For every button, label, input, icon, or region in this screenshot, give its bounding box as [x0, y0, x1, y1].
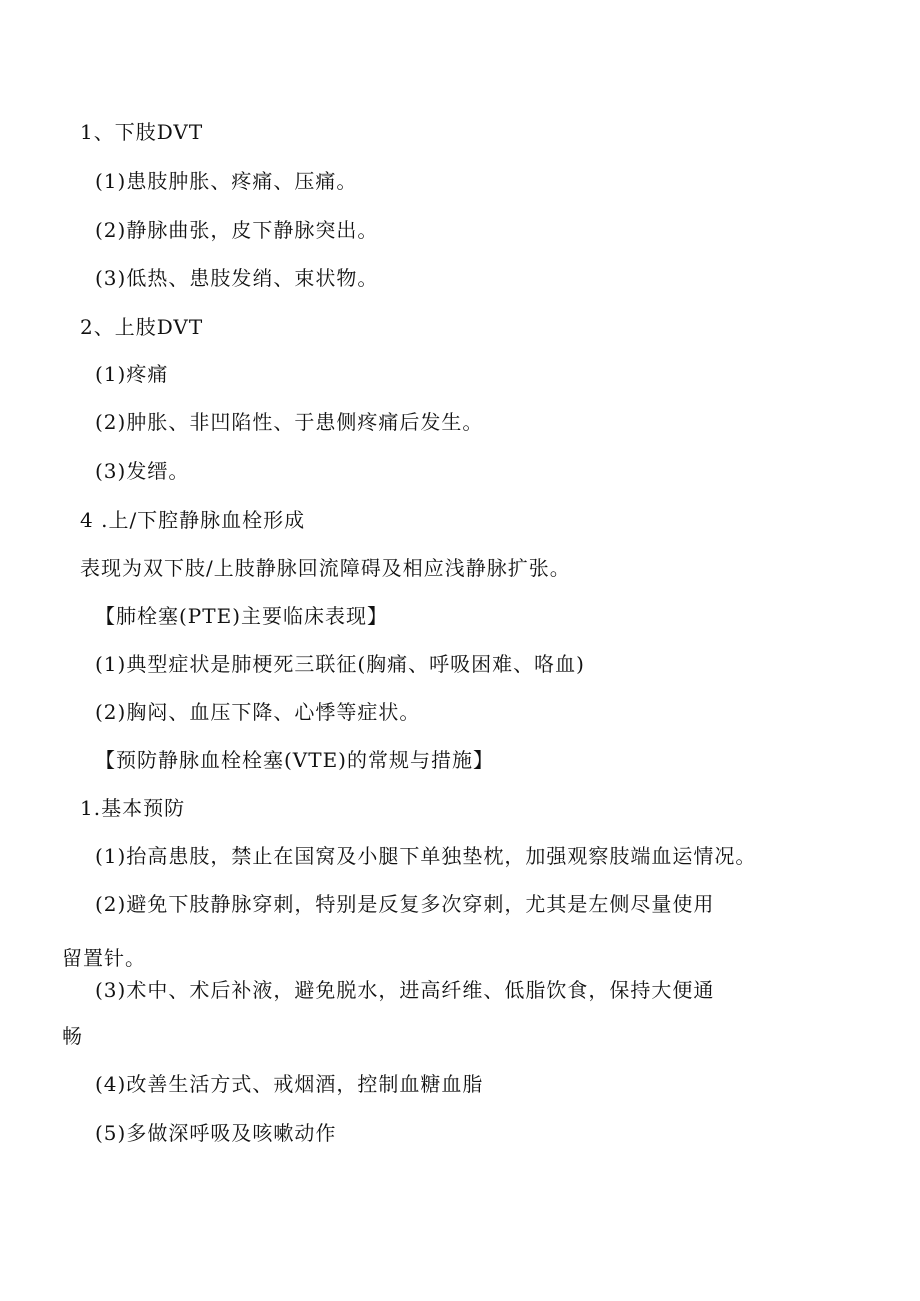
text-line: (2)避免下肢静脉穿刺，特别是反复多次穿刺，尤其是左侧尽量使用: [95, 892, 715, 916]
text-line: (1)典型症状是肺梗死三联征(胸痛、呼吸困难、咯血): [95, 652, 585, 676]
text-line: (2)胸闷、血压下降、心悸等症状。: [95, 700, 421, 724]
heading-vte-prevention: 【预防静脉血栓栓塞(VTE)的常规与措施】: [95, 748, 494, 772]
text-line: 畅: [62, 1024, 83, 1048]
text-line: (2)静脉曲张，皮下静脉突出。: [95, 218, 379, 242]
text-line: (1)疼痛: [95, 362, 169, 386]
heading-basic-prevention: 1.基本预防: [80, 796, 186, 820]
text-line: (3)低热、患肢发绡、束状物。: [95, 266, 379, 290]
text-line: (3)术中、术后补液，避免脱水，进高纤维、低脂饮食，保持大便通: [95, 978, 715, 1002]
text-line: (3)发缙。: [95, 459, 190, 483]
heading-lower-limb-dvt: 1、下肢DVT: [80, 120, 204, 144]
text-line: (1)抬高患肢，禁止在国窝及小腿下单独垫枕，加强观察肢端血运情况。: [95, 844, 757, 868]
text-line: (1)患肢肿胀、疼痛、压痛。: [95, 169, 358, 193]
text-line: (5)多做深呼吸及咳嗽动作: [95, 1121, 337, 1145]
text-line: 留置针。: [62, 946, 146, 970]
text-line: 表现为双下肢/上肢静脉回流障碍及相应浅静脉扩张。: [80, 556, 571, 580]
heading-pte: 【肺栓塞(PTE)主要临床表现】: [95, 604, 389, 628]
heading-upper-limb-dvt: 2、上肢DVT: [80, 315, 204, 339]
text-line: (2)肿胀、非凹陷性、于患侧疼痛后发生。: [95, 410, 484, 434]
heading-vena-cava-thrombosis: 4 .上/下腔静脉血栓形成: [80, 508, 306, 532]
text-line: (4)改善生活方式、戒烟酒，控制血糖血脂: [95, 1072, 484, 1096]
